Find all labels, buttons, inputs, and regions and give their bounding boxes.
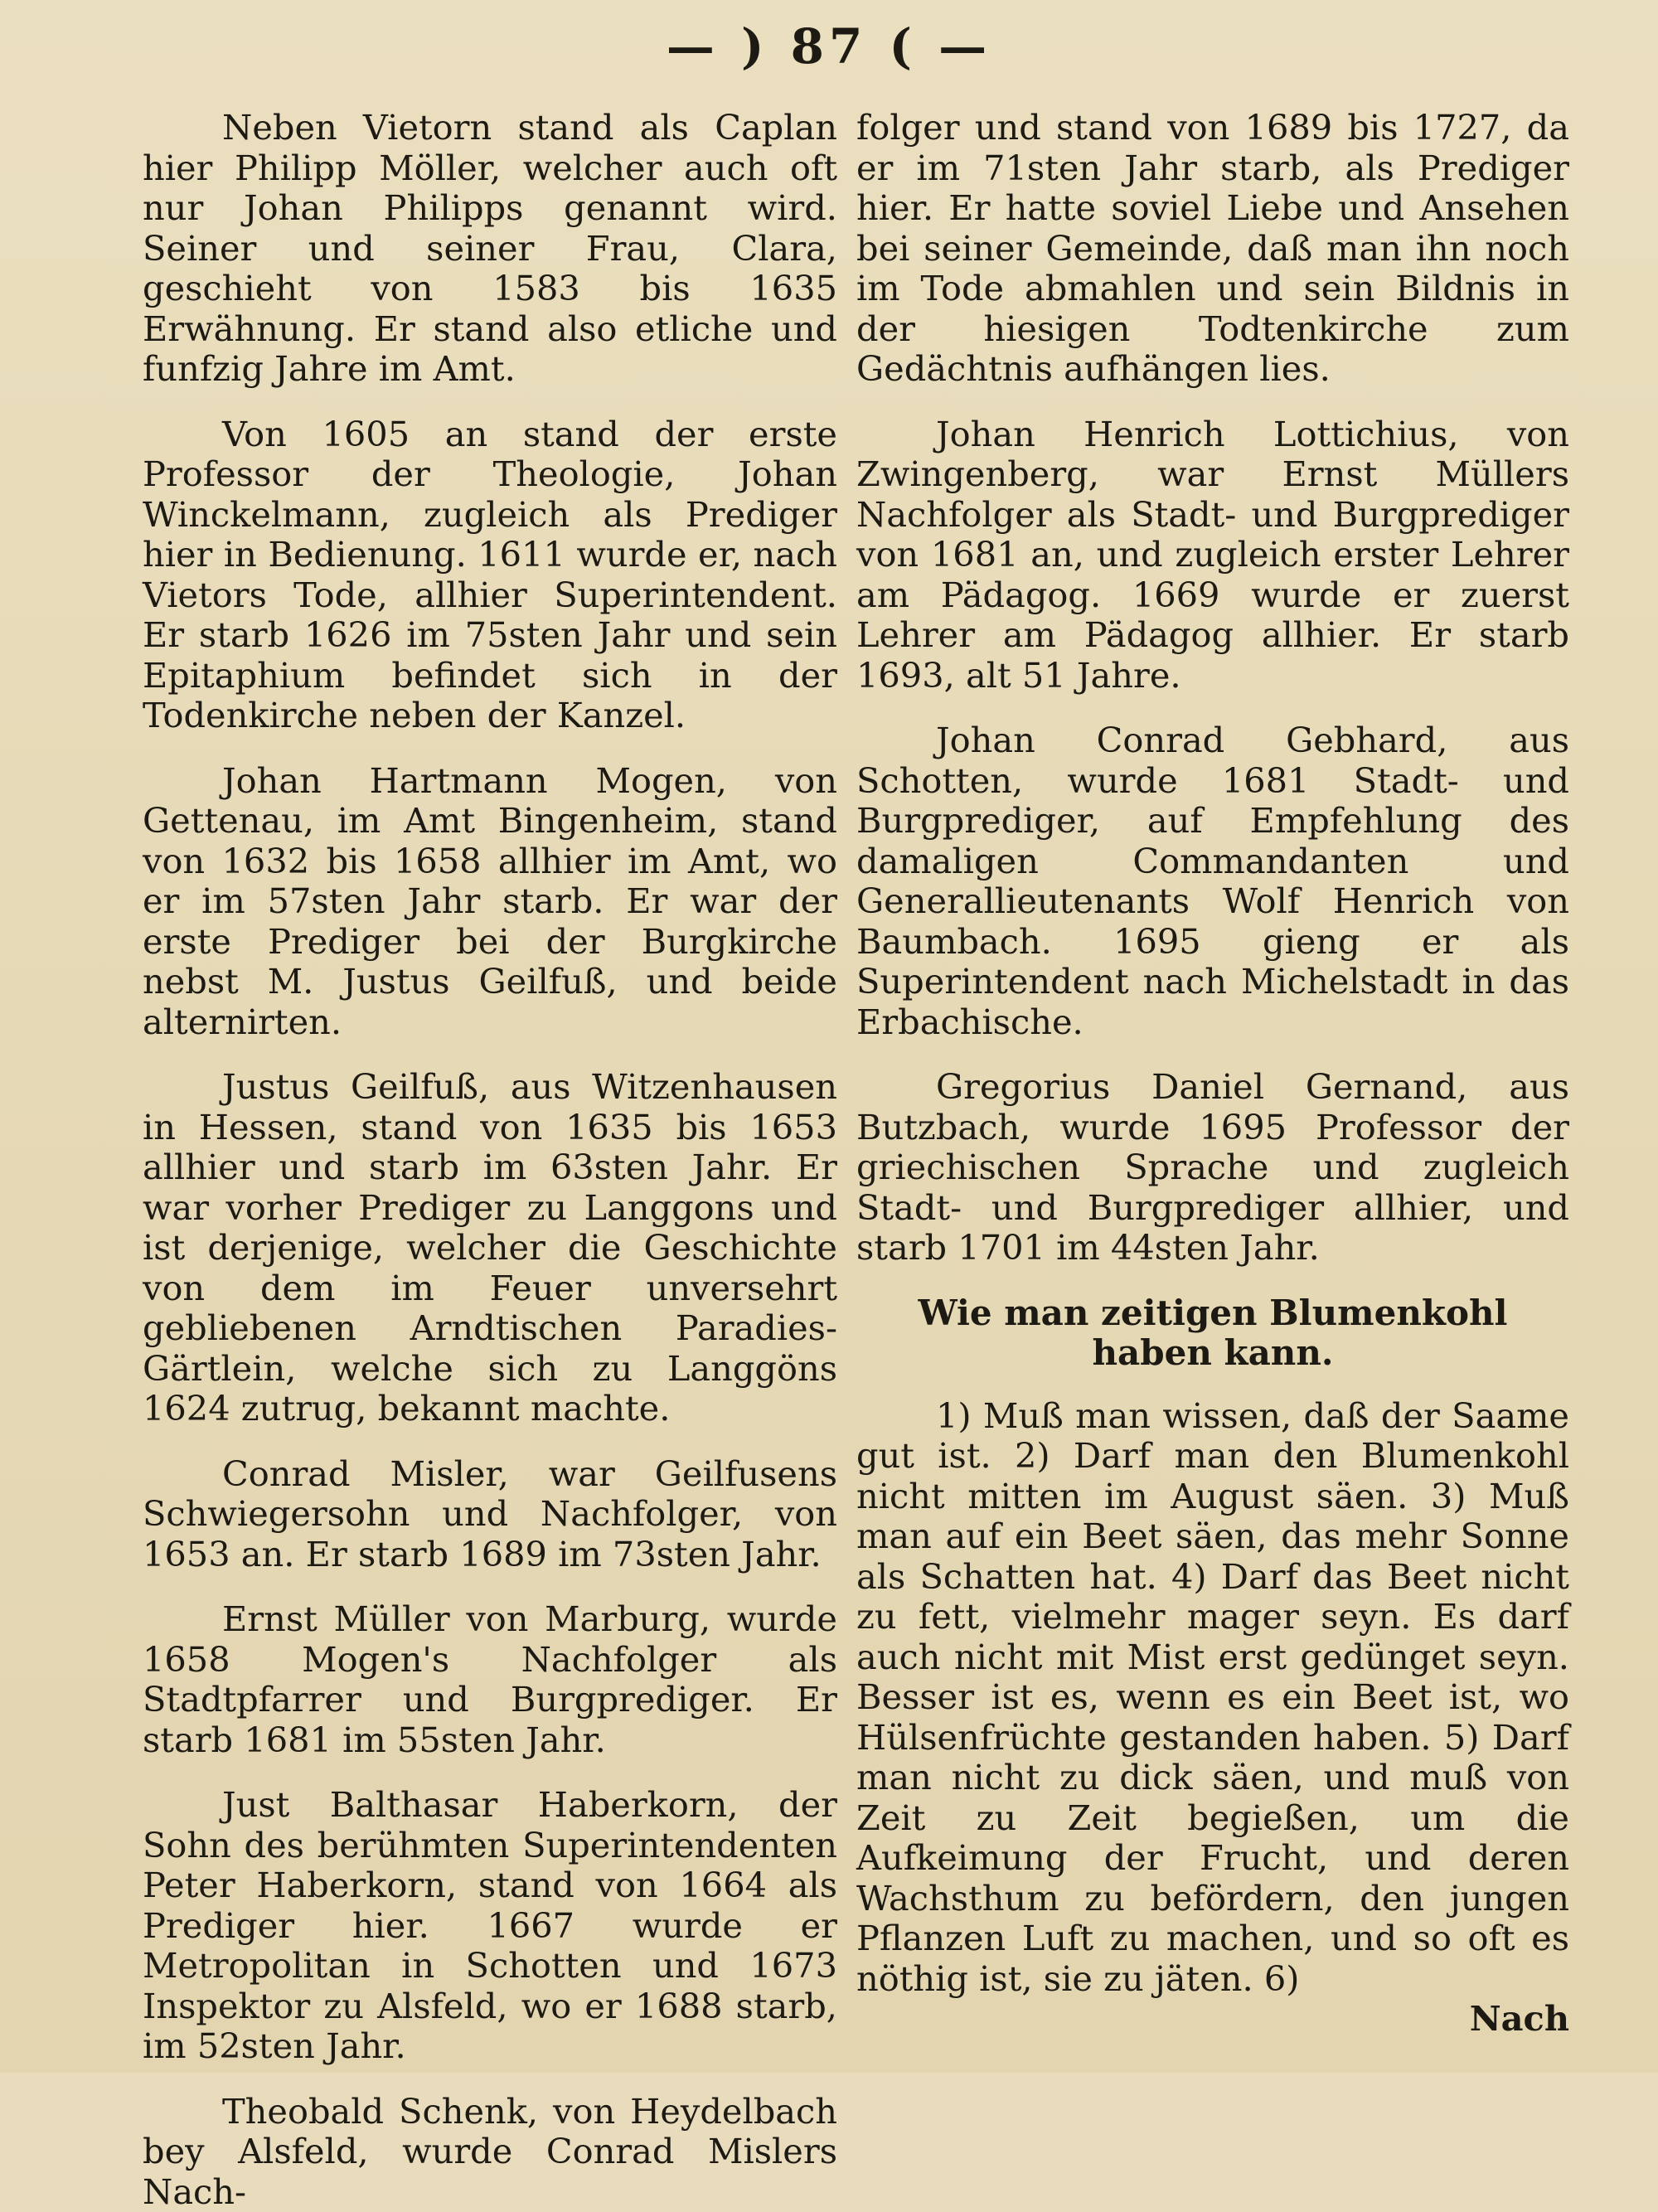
paragraph-gernand: Gregorius Daniel Gernand, aus Butzbach, wurde 1695 Professor der griechischen Sprache und zugleich Stadt- und Burgprediger allhier, und starb 1701 im 44sten Jahr. (856, 1067, 1569, 1269)
paragraph-mogen: Johan Hartmann Mogen, von Gettenau, im Amt Bingenheim, stand von 1632 bis 1658 allhier im Amt, wo er im 57sten Jahr starb. Er war der erste Prediger bei der Burgkirche nebst M. Justus Geilfuß, und beide alternirten. (143, 761, 837, 1043)
paragraph-winckelmann: Von 1605 an stand der erste Professor der Theologie, Johan Winckelmann, zugleich als Prediger hier in Bedienung. 1611 wurde er, nach Vietors Tode, allhier Superintendent. Er starb 1626 im 75sten Jahr und sein Epitaphium befindet sich in der Todenkirche neben der Kanzel. (143, 415, 837, 736)
paragraph-geilfuss: Justus Geilfuß, aus Witzenhausen in Hessen, stand von 1635 bis 1653 allhier und starb im 63sten Jahr. Er war vorher Prediger zu Langgons und ist derjenige, welcher die Geschichte von dem im Feuer unversehrt gebliebenen Arndtischen Paradies-Gärtlein, welche sich zu Langgöns 1624 zutrug, bekannt machte. (143, 1067, 837, 1429)
section-title-blumenkohl: Wie man zeitigen Blumenkohl haben kann. (856, 1293, 1569, 1373)
paragraph-misler: Conrad Misler, war Geilfusens Schwiegersohn und Nachfolger, von 1653 an. Er starb 1689 im 73sten Jahr. (143, 1454, 837, 1575)
paragraph-gebhard: Johan Conrad Gebhard, aus Schotten, wurde 1681 Stadt- und Burgprediger, auf Empfehlung des damaligen Commandanten und Generallieutenants Wolf Henrich von Baumbach. 1695 gieng er als Superintendent nach Michelstadt in das Erbachische. (856, 720, 1569, 1042)
paragraph-haberkorn: Just Balthasar Haberkorn, der Sohn des berühmten Superintendenten Peter Haberkorn, stand von 1664 als Prediger hier. 1667 wurde er Metropolitan in Schotten und 1673 Inspektor zu Alsfeld, wo er 1688 starb, im 52sten Jahr. (143, 1785, 837, 2067)
right-column (856, 108, 1569, 2040)
left-column (143, 108, 837, 2212)
paragraph-moller: Neben Vietorn stand als Caplan hier Philipp Möller, welcher auch oft nur Johan Philipps genannt wird. Seiner und seiner Frau, Clara, geschieht von 1583 bis 1635 Erwähnung. Er stand also etliche und funfzig Jahre im Amt. (143, 108, 837, 390)
paragraph-lottichius: Johan Henrich Lottichius, von Zwingenberg, war Ernst Müllers Nachfolger als Stadt- und Burgprediger von 1681 an, und zugleich erster Lehrer am Pädagog. 1669 wurde er zuerst Lehrer am Pädagog allhier. Er starb 1693, alt 51 Jahre. (856, 415, 1569, 696)
paragraph-schenk: Theobald Schenk, von Heydelbach bey Alsfeld, wurde Conrad Mislers Nach- (143, 2092, 837, 2212)
catchword: Nach (856, 1999, 1569, 2040)
paragraph-blumenkohl-instructions: 1) Muß man wissen, daß der Saame gut ist. 2) Darf man den Blumenkohl nicht mitten im August säen. 3) Muß man auf ein Beet säen, das mehr Sonne als Schatten hat. 4) Darf das Beet nicht zu fett, vielmehr mager seyn. Es darf auch nicht mit Mist erst gedünget seyn. Besser ist es, wenn es ein Beet ist, wo Hülsenfrüchte gestanden haben. 5) Darf man nicht zu dick säen, und muß von Zeit zu Zeit begießen, um die Aufkeimung der Frucht, und deren Wachsthum zu befördern, den jungen Pflanzen Luft zu machen, und so oft es nöthig ist, sie zu jäten. 6) (856, 1396, 1569, 2000)
paragraph-schenk-continued: folger und stand von 1689 bis 1727, da er im 71sten Jahr starb, als Prediger hier. Er hatte soviel Liebe und Ansehen bei seiner Gemeinde, daß man ihn noch im Tode abmahlen und sein Bildnis in der hiesigen Todtenkirche zum Gedächtnis aufhängen lies. (856, 108, 1569, 390)
page-number: — ) 87 ( — (0, 18, 1658, 75)
paragraph-muller: Ernst Müller von Marburg, wurde 1658 Mogen's Nachfolger als Stadtpfarrer und Burgprediger. Er starb 1681 im 55sten Jahr. (143, 1599, 837, 1760)
